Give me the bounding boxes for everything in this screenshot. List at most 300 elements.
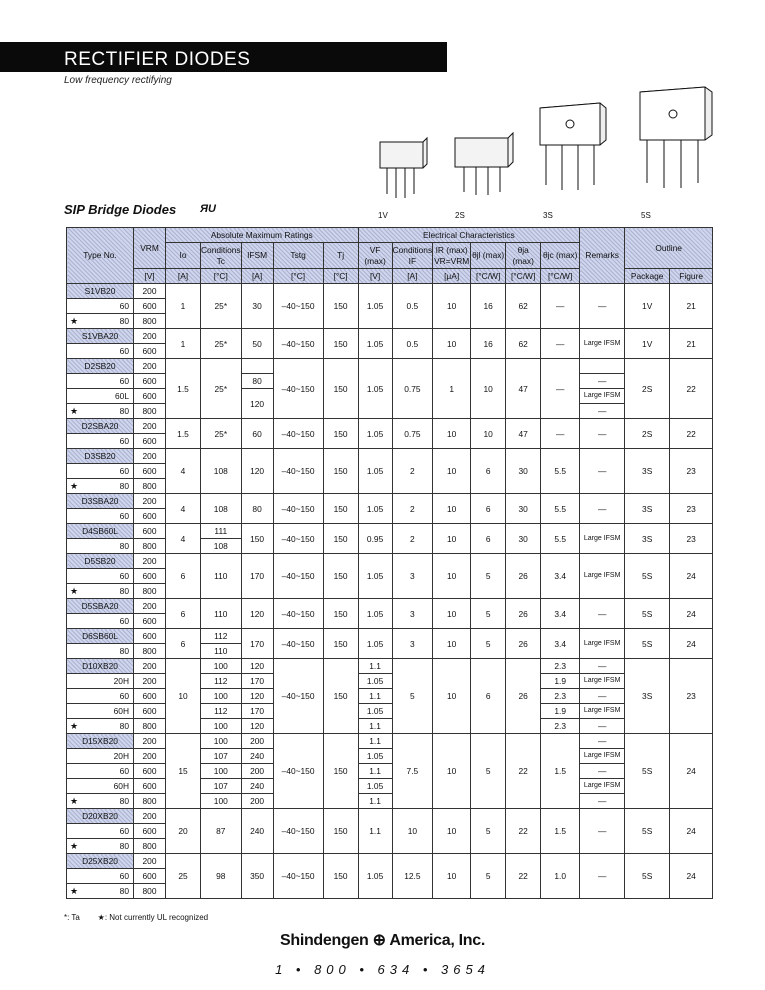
unit-ifsm: [A] bbox=[241, 269, 273, 284]
thja-cell: 26 bbox=[506, 659, 541, 734]
tstg-cell: –40~150 bbox=[273, 419, 323, 449]
header-tj: Tj bbox=[323, 243, 358, 269]
tc-cell: 112 bbox=[201, 674, 242, 689]
ifsm-cell: 60 bbox=[241, 419, 273, 449]
tj-cell: 150 bbox=[323, 599, 358, 629]
tc-cell: 108 bbox=[201, 539, 242, 554]
if-cell: 0.5 bbox=[392, 329, 433, 359]
thjc-cell: 2.3 bbox=[541, 719, 580, 734]
remarks-cell: — bbox=[580, 689, 625, 704]
figure-cell: 21 bbox=[670, 284, 713, 329]
type-no: 60 bbox=[67, 344, 134, 359]
tj-cell: 150 bbox=[323, 629, 358, 659]
ir-cell: 10 bbox=[433, 329, 471, 359]
tstg-cell: –40~150 bbox=[273, 524, 323, 554]
star-icon: ★ bbox=[70, 796, 79, 806]
star-icon: ★ bbox=[70, 406, 79, 416]
header-outline: Outline bbox=[625, 228, 713, 269]
thjc-cell: 2.3 bbox=[541, 689, 580, 704]
if-cell: 0.75 bbox=[392, 419, 433, 449]
vrm-cell: 200 bbox=[134, 284, 166, 299]
ir-cell: 10 bbox=[433, 599, 471, 629]
thjc-cell: 1.5 bbox=[541, 734, 580, 809]
package-label-2s: 2S bbox=[455, 211, 465, 220]
remarks-cell: — bbox=[580, 419, 625, 449]
package-cell: 3S bbox=[625, 659, 670, 734]
tc-cell: 25* bbox=[201, 419, 242, 449]
vf-cell: 1.05 bbox=[358, 854, 392, 899]
type-no: 60 bbox=[67, 614, 134, 629]
type-no: 60 bbox=[67, 374, 134, 389]
thjl-cell: 5 bbox=[471, 599, 506, 629]
vf-cell: 1.1 bbox=[358, 764, 392, 779]
vrm-cell: 800 bbox=[134, 644, 166, 659]
unit-vf: [V] bbox=[358, 269, 392, 284]
ifsm-cell: 80 bbox=[241, 494, 273, 524]
remarks-cell: — bbox=[580, 809, 625, 854]
io-cell: 10 bbox=[166, 659, 201, 734]
type-variant: 80 bbox=[119, 886, 129, 896]
vrm-cell: 600 bbox=[134, 569, 166, 584]
thjc-cell: 3.4 bbox=[541, 554, 580, 599]
table-row bbox=[67, 704, 713, 719]
thjc-cell: 1.9 bbox=[541, 674, 580, 689]
header-thjc: θjc (max) bbox=[541, 243, 580, 269]
type-no: 60 bbox=[67, 509, 134, 524]
header-ifsm: IFSM bbox=[241, 243, 273, 269]
ifsm-cell: 120 bbox=[241, 449, 273, 494]
ifsm-cell: 240 bbox=[241, 809, 273, 854]
tstg-cell: –40~150 bbox=[273, 359, 323, 419]
thjl-cell: 5 bbox=[471, 554, 506, 599]
thjc-cell: — bbox=[541, 359, 580, 419]
io-cell: 1 bbox=[166, 329, 201, 359]
type-no: 60 bbox=[67, 869, 134, 884]
vf-cell: 1.05 bbox=[358, 329, 392, 359]
vrm-cell: 200 bbox=[134, 554, 166, 569]
vf-cell: 1.1 bbox=[358, 689, 392, 704]
type-no: D20XB20 bbox=[67, 809, 134, 824]
unit-thjc: [°C/W] bbox=[541, 269, 580, 284]
if-cell: 0.75 bbox=[392, 359, 433, 419]
header-package: Package bbox=[625, 269, 670, 284]
thjl-cell: 6 bbox=[471, 524, 506, 554]
io-cell: 1 bbox=[166, 284, 201, 329]
ifsm-cell: 80 bbox=[241, 374, 273, 389]
package-cell: 5S bbox=[625, 809, 670, 854]
type-no bbox=[67, 719, 134, 734]
tc-cell: 25* bbox=[201, 359, 242, 419]
ifsm-cell: 50 bbox=[241, 329, 273, 359]
vrm-cell: 600 bbox=[134, 524, 166, 539]
remarks-cell: — bbox=[580, 494, 625, 524]
vf-cell: 1.05 bbox=[358, 449, 392, 494]
type-no: 60 bbox=[67, 434, 134, 449]
vrm-cell: 600 bbox=[134, 824, 166, 839]
thja-cell: 47 bbox=[506, 419, 541, 449]
page-subtitle: Low frequency rectifying bbox=[64, 75, 172, 86]
vrm-cell: 800 bbox=[134, 884, 166, 899]
vrm-cell: 800 bbox=[134, 539, 166, 554]
type-no: D4SB60L bbox=[67, 524, 134, 539]
star-icon: ★ bbox=[70, 841, 79, 851]
type-variant: 80 bbox=[119, 586, 129, 596]
remarks-cell: — bbox=[580, 659, 625, 674]
figure-cell: 24 bbox=[670, 599, 713, 629]
type-no: D2SBA20 bbox=[67, 419, 134, 434]
io-cell: 1.5 bbox=[166, 419, 201, 449]
tc-cell: 25* bbox=[201, 329, 242, 359]
if-cell: 12.5 bbox=[392, 854, 433, 899]
thja-cell: 30 bbox=[506, 449, 541, 494]
io-cell: 15 bbox=[166, 734, 201, 809]
remarks-cell: Large IFSM bbox=[580, 329, 625, 359]
unit-cond-if: [A] bbox=[392, 269, 433, 284]
vrm-cell: 200 bbox=[134, 599, 166, 614]
if-cell: 10 bbox=[392, 809, 433, 854]
tj-cell: 150 bbox=[323, 524, 358, 554]
page-title: RECTIFIER DIODES bbox=[64, 49, 251, 70]
type-no: 60 bbox=[67, 299, 134, 314]
unit-thjl: [°C/W] bbox=[471, 269, 506, 284]
tj-cell: 150 bbox=[323, 329, 358, 359]
io-cell: 6 bbox=[166, 599, 201, 629]
thjc-cell: 3.4 bbox=[541, 599, 580, 629]
thjc-cell: 5.5 bbox=[541, 524, 580, 554]
vrm-cell: 600 bbox=[134, 704, 166, 719]
thjl-cell: 6 bbox=[471, 494, 506, 524]
figure-cell: 24 bbox=[670, 734, 713, 809]
tj-cell: 150 bbox=[323, 284, 358, 329]
type-no: S1VBA20 bbox=[67, 329, 134, 344]
figure-cell: 23 bbox=[670, 524, 713, 554]
type-no: D6SB60L bbox=[67, 629, 134, 644]
figure-cell: 21 bbox=[670, 329, 713, 359]
ir-cell: 10 bbox=[433, 734, 471, 809]
remarks-cell: — bbox=[580, 734, 625, 749]
header-abs-max: Absolute Maximum Ratings bbox=[166, 228, 359, 243]
type-no bbox=[67, 479, 134, 494]
vrm-cell: 200 bbox=[134, 749, 166, 764]
remarks-cell bbox=[580, 359, 625, 374]
thjl-cell: 16 bbox=[471, 329, 506, 359]
ifsm-cell: 120 bbox=[241, 599, 273, 629]
header-remarks: Remarks bbox=[580, 228, 625, 284]
table-row bbox=[67, 719, 713, 734]
header-cond-tc: Conditions Tc bbox=[201, 243, 242, 269]
vrm-cell: 600 bbox=[134, 389, 166, 404]
thjl-cell: 5 bbox=[471, 629, 506, 659]
tc-cell: 100 bbox=[201, 764, 242, 779]
type-variant: 80 bbox=[119, 796, 129, 806]
vrm-cell: 800 bbox=[134, 719, 166, 734]
unit-io: [A] bbox=[166, 269, 201, 284]
type-no bbox=[67, 314, 134, 329]
thjc-cell: 2.3 bbox=[541, 659, 580, 674]
vf-cell: 1.05 bbox=[358, 554, 392, 599]
vf-cell: 1.05 bbox=[358, 599, 392, 629]
table-row bbox=[67, 284, 713, 299]
tj-cell: 150 bbox=[323, 854, 358, 899]
vrm-cell: 200 bbox=[134, 449, 166, 464]
type-no: 60 bbox=[67, 824, 134, 839]
vf-cell: 1.05 bbox=[358, 419, 392, 449]
type-variant: 80 bbox=[119, 406, 129, 416]
figure-cell: 23 bbox=[670, 494, 713, 524]
package-cell: 5S bbox=[625, 854, 670, 899]
star-icon: ★ bbox=[70, 886, 79, 896]
unit-cond-tc: [°C] bbox=[201, 269, 242, 284]
tstg-cell: –40~150 bbox=[273, 494, 323, 524]
vrm-cell: 200 bbox=[134, 734, 166, 749]
type-variant: 80 bbox=[119, 481, 129, 491]
ifsm-cell: 350 bbox=[241, 854, 273, 899]
tj-cell: 150 bbox=[323, 809, 358, 854]
tc-cell: 87 bbox=[201, 809, 242, 854]
vrm-cell: 200 bbox=[134, 359, 166, 374]
vf-cell: 1.05 bbox=[358, 284, 392, 329]
unit-thja: [°C/W] bbox=[506, 269, 541, 284]
header-io: Io bbox=[166, 243, 201, 269]
footnote-ul: ★: Not currently UL recognized bbox=[97, 913, 209, 922]
vrm-cell: 600 bbox=[134, 509, 166, 524]
tj-cell: 150 bbox=[323, 554, 358, 599]
figure-cell: 23 bbox=[670, 449, 713, 494]
thja-cell: 47 bbox=[506, 359, 541, 419]
type-no: 80 bbox=[67, 644, 134, 659]
thjl-cell: 16 bbox=[471, 284, 506, 329]
star-icon: ★ bbox=[70, 481, 79, 491]
type-no bbox=[67, 794, 134, 809]
io-cell: 4 bbox=[166, 494, 201, 524]
remarks-cell: Large IFSM bbox=[580, 779, 625, 794]
thjc-cell: — bbox=[541, 329, 580, 359]
figure-cell: 24 bbox=[670, 629, 713, 659]
tstg-cell: –40~150 bbox=[273, 329, 323, 359]
package-cell: 3S bbox=[625, 494, 670, 524]
header-cond-if: Conditions IF bbox=[392, 243, 433, 269]
if-cell: 3 bbox=[392, 599, 433, 629]
footnote-ta: *: Ta bbox=[64, 913, 80, 922]
vf-cell: 1.1 bbox=[358, 734, 392, 749]
remarks-cell: Large IFSM bbox=[580, 674, 625, 689]
figure-cell: 23 bbox=[670, 659, 713, 734]
ifsm-cell: 240 bbox=[241, 779, 273, 794]
vrm-cell: 200 bbox=[134, 494, 166, 509]
package-cell: 1V bbox=[625, 284, 670, 329]
package-cell: 5S bbox=[625, 599, 670, 629]
header-elec: Electrical Characteristics bbox=[358, 228, 580, 243]
vf-cell: 1.05 bbox=[358, 779, 392, 794]
vrm-cell: 800 bbox=[134, 479, 166, 494]
vrm-cell: 600 bbox=[134, 614, 166, 629]
ir-cell: 10 bbox=[433, 629, 471, 659]
io-cell: 20 bbox=[166, 809, 201, 854]
vrm-cell: 200 bbox=[134, 854, 166, 869]
tc-cell: 112 bbox=[201, 704, 242, 719]
ifsm-cell: 150 bbox=[241, 524, 273, 554]
ul-recognition-mark: ЯU bbox=[200, 203, 216, 215]
section-title: SIP Bridge Diodes bbox=[64, 202, 177, 217]
tstg-cell: –40~150 bbox=[273, 599, 323, 629]
tstg-cell: –40~150 bbox=[273, 809, 323, 854]
vrm-cell: 600 bbox=[134, 299, 166, 314]
tc-cell: 110 bbox=[201, 599, 242, 629]
footnote bbox=[64, 913, 208, 922]
ir-cell: 10 bbox=[433, 809, 471, 854]
package-cell: 5S bbox=[625, 629, 670, 659]
thja-cell: 22 bbox=[506, 734, 541, 809]
tc-cell: 100 bbox=[201, 719, 242, 734]
ifsm-cell: 170 bbox=[241, 629, 273, 659]
vf-cell: 1.1 bbox=[358, 809, 392, 854]
tc-cell: 100 bbox=[201, 659, 242, 674]
vf-cell: 1.05 bbox=[358, 494, 392, 524]
type-no: D25XB20 bbox=[67, 854, 134, 869]
tc-cell: 110 bbox=[201, 554, 242, 599]
thjl-cell: 10 bbox=[471, 359, 506, 419]
tc-cell: 100 bbox=[201, 689, 242, 704]
vf-cell: 1.05 bbox=[358, 704, 392, 719]
table-row bbox=[67, 854, 713, 869]
table-row bbox=[67, 779, 713, 794]
table-row bbox=[67, 734, 713, 749]
type-no: D10XB20 bbox=[67, 659, 134, 674]
vrm-cell: 600 bbox=[134, 629, 166, 644]
tstg-cell: –40~150 bbox=[273, 284, 323, 329]
package-1v-image bbox=[380, 138, 427, 198]
table-row bbox=[67, 419, 713, 434]
type-no: D5SBA20 bbox=[67, 599, 134, 614]
vf-cell: 1.05 bbox=[358, 629, 392, 659]
thjl-cell: 5 bbox=[471, 809, 506, 854]
if-cell: 2 bbox=[392, 449, 433, 494]
vf-cell: 1.1 bbox=[358, 794, 392, 809]
thjc-cell: 5.5 bbox=[541, 449, 580, 494]
thjc-cell: — bbox=[541, 419, 580, 449]
package-cell: 2S bbox=[625, 419, 670, 449]
thjl-cell: 6 bbox=[471, 659, 506, 734]
type-no: 60H bbox=[67, 779, 134, 794]
type-no: 60 bbox=[67, 569, 134, 584]
io-cell: 4 bbox=[166, 449, 201, 494]
table-row bbox=[67, 329, 713, 344]
if-cell: 3 bbox=[392, 629, 433, 659]
remarks-cell: — bbox=[580, 599, 625, 629]
ifsm-cell: 120 bbox=[241, 719, 273, 734]
thja-cell: 62 bbox=[506, 284, 541, 329]
unit-tstg: [°C] bbox=[273, 269, 323, 284]
table-row bbox=[67, 599, 713, 614]
header-tstg: Tstg bbox=[273, 243, 323, 269]
tj-cell: 150 bbox=[323, 359, 358, 419]
star-icon: ★ bbox=[70, 586, 79, 596]
vf-cell: 1.1 bbox=[358, 659, 392, 674]
tstg-cell: –40~150 bbox=[273, 449, 323, 494]
ifsm-cell: 170 bbox=[241, 704, 273, 719]
table-row bbox=[67, 494, 713, 509]
star-icon: ★ bbox=[70, 316, 79, 326]
thja-cell: 22 bbox=[506, 854, 541, 899]
io-cell: 4 bbox=[166, 524, 201, 554]
vrm-cell: 800 bbox=[134, 794, 166, 809]
thjc-cell: 1.0 bbox=[541, 854, 580, 899]
remarks-cell: Large IFSM bbox=[580, 749, 625, 764]
table-row bbox=[67, 359, 713, 374]
ir-cell: 10 bbox=[433, 494, 471, 524]
type-no: D3SB20 bbox=[67, 449, 134, 464]
ir-cell: 10 bbox=[433, 659, 471, 734]
ir-cell: 10 bbox=[433, 854, 471, 899]
header-ir: IR (max) VR=VRM bbox=[433, 243, 471, 269]
ir-cell: 1 bbox=[433, 359, 471, 419]
package-cell: 2S bbox=[625, 359, 670, 419]
vf-cell: 1.05 bbox=[358, 674, 392, 689]
thjl-cell: 10 bbox=[471, 419, 506, 449]
header-thjl: θjl (max) bbox=[471, 243, 506, 269]
thjl-cell: 5 bbox=[471, 734, 506, 809]
unit-vrm: [V] bbox=[134, 269, 166, 284]
tc-cell: 25* bbox=[201, 284, 242, 329]
type-no: D5SB20 bbox=[67, 554, 134, 569]
header-vf: VF (max) bbox=[358, 243, 392, 269]
io-cell: 25 bbox=[166, 854, 201, 899]
tstg-cell: –40~150 bbox=[273, 554, 323, 599]
table-row bbox=[67, 794, 713, 809]
vrm-cell: 200 bbox=[134, 809, 166, 824]
tc-cell: 112 bbox=[201, 629, 242, 644]
table-row bbox=[67, 629, 713, 644]
vf-cell: 1.05 bbox=[358, 749, 392, 764]
remarks-cell: — bbox=[580, 374, 625, 389]
ifsm-cell: 170 bbox=[241, 554, 273, 599]
remarks-cell: — bbox=[580, 284, 625, 329]
ir-cell: 10 bbox=[433, 554, 471, 599]
type-no bbox=[67, 839, 134, 854]
remarks-cell: Large IFSM bbox=[580, 554, 625, 599]
tc-cell: 107 bbox=[201, 749, 242, 764]
remarks-cell: Large IFSM bbox=[580, 389, 625, 404]
type-no: 60 bbox=[67, 689, 134, 704]
figure-cell: 22 bbox=[670, 419, 713, 449]
thjc-cell: 3.4 bbox=[541, 629, 580, 659]
io-cell: 1.5 bbox=[166, 359, 201, 419]
tstg-cell: –40~150 bbox=[273, 854, 323, 899]
remarks-cell: — bbox=[580, 764, 625, 779]
remarks-cell: Large IFSM bbox=[580, 629, 625, 659]
type-no: D2SB20 bbox=[67, 359, 134, 374]
tc-cell: 107 bbox=[201, 779, 242, 794]
type-no: 60 bbox=[67, 464, 134, 479]
thja-cell: 30 bbox=[506, 524, 541, 554]
if-cell: 3 bbox=[392, 554, 433, 599]
vrm-cell: 200 bbox=[134, 659, 166, 674]
table-row bbox=[67, 524, 713, 539]
tc-cell: 111 bbox=[201, 524, 242, 539]
ifsm-cell: 120 bbox=[241, 689, 273, 704]
tstg-cell: –40~150 bbox=[273, 659, 323, 734]
table-row bbox=[67, 449, 713, 464]
vrm-cell: 600 bbox=[134, 779, 166, 794]
package-label-1v: 1V bbox=[378, 211, 388, 220]
vrm-cell: 600 bbox=[134, 434, 166, 449]
ifsm-cell: 170 bbox=[241, 674, 273, 689]
vrm-cell: 200 bbox=[134, 329, 166, 344]
package-label-5s: 5S bbox=[641, 211, 651, 220]
thja-cell: 30 bbox=[506, 494, 541, 524]
table-row bbox=[67, 689, 713, 704]
vrm-cell: 200 bbox=[134, 674, 166, 689]
